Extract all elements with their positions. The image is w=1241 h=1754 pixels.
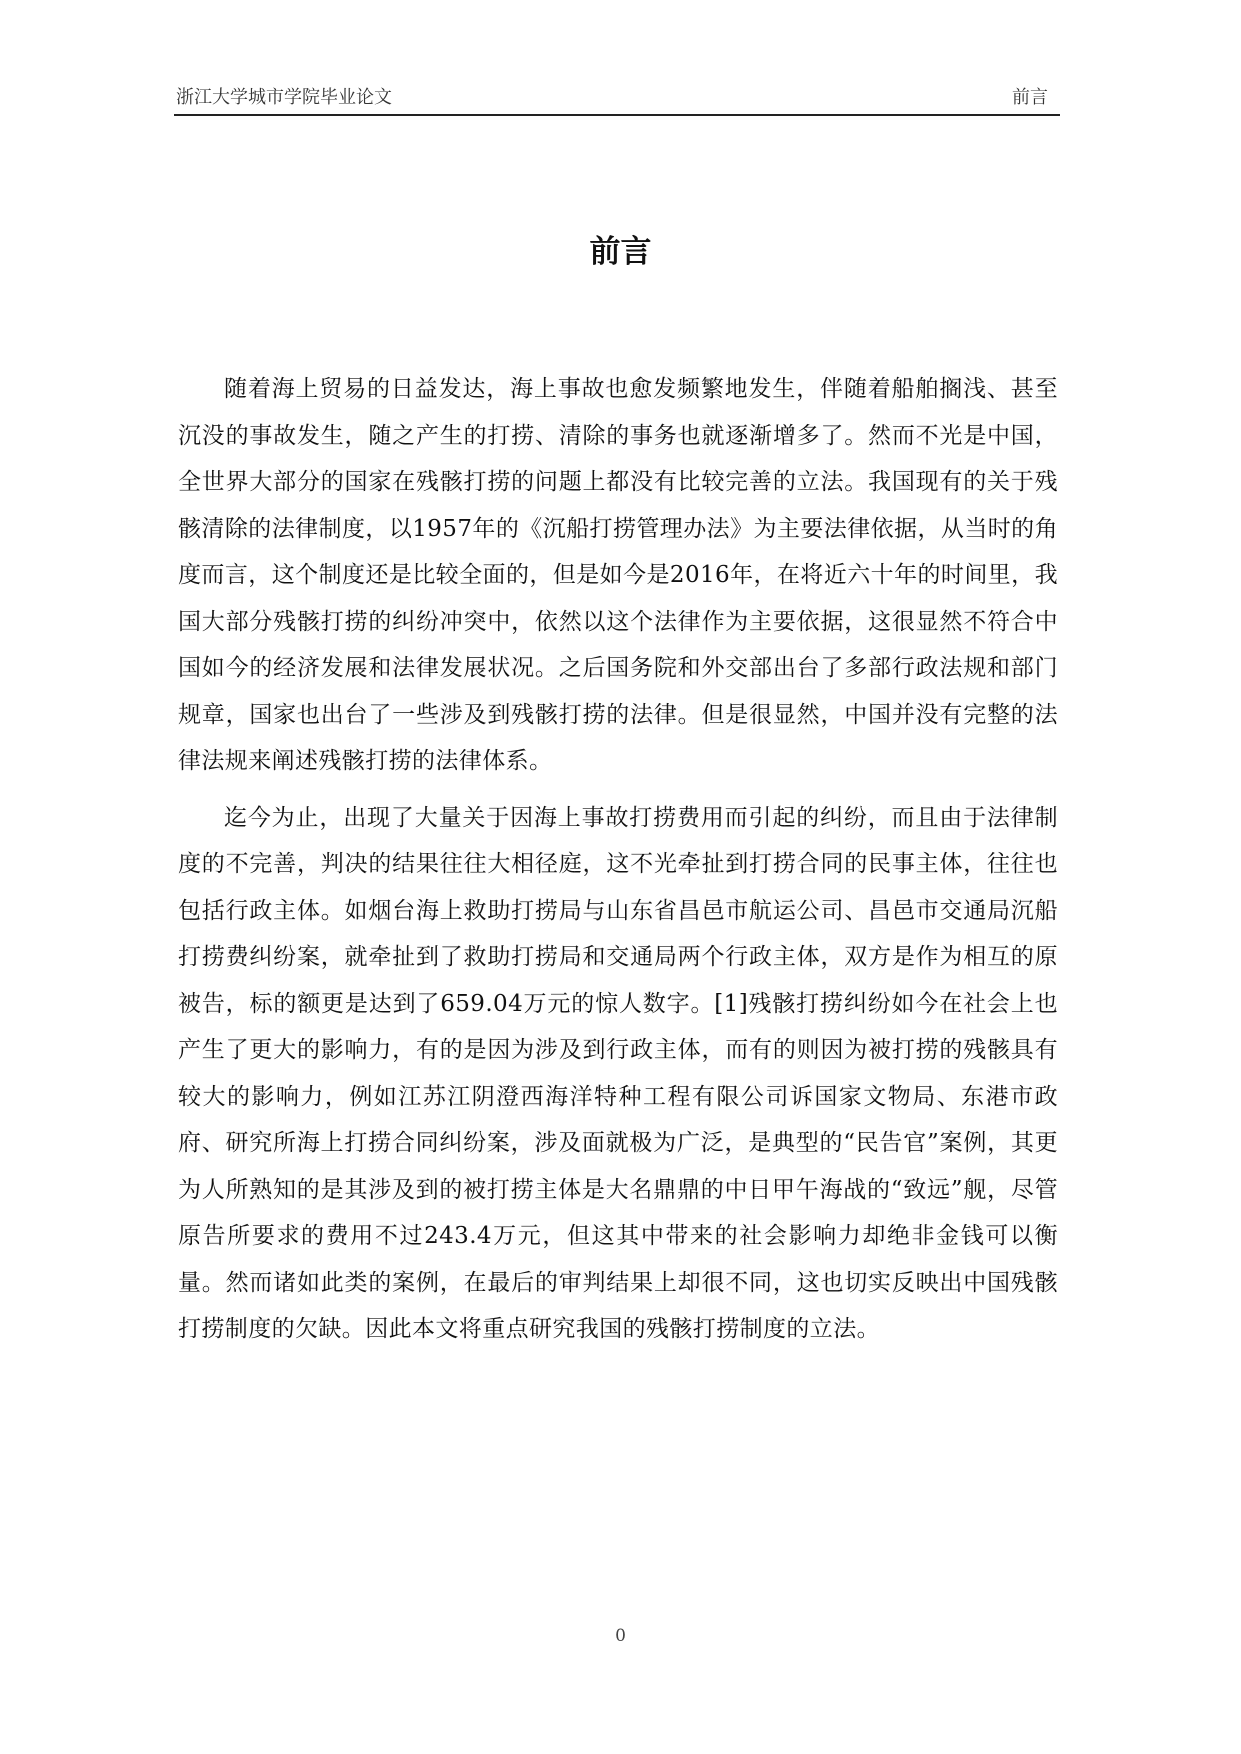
paragraph-2: 迄今为止，出现了大量关于因海上事故打捞费用而引起的纠纷，而且由于法律制度的不完善，判决的结果往往大相径庭，这不光牵扯到打捞合同的民事主体，往往也包括行政主体。如烟台海上救助打捞局与山东省昌邑市航运公司、昌邑市交通局沉船打捞费纠纷案，就牵扯到了救助打捞局和交通局两个行政主体，双方是作为相互的原被告，标的额更是达到了659.04万元的惊人数字。[1]残骸打捞纠纷如今在社会上也产生了更大的影响力，有的是因为涉及到行政主体，而有的则因为被打捞的残骸具有较大的影响力，例如江苏江阴澄西海洋特种工程有限公司诉国家文物局、东港市政府、研究所海上打捞合同纠纷案，涉及面就极为广泛，是典型的“民告官”案例，其更为人所熟知的是其涉及到的被打捞主体是大名鼎鼎的中日甲午海战的“致远”舰，尽管原告所要求的费用不过243.4万元，但这其中带来的社会影响力却绝非金钱可以衡量。然而诸如此类的案例，在最后的审判结果上却很不同，这也切实反映出中国残骸打捞制度的欠缺。因此本文将重点研究我国的残骸打捞制度的立法。 xyxy=(178,804,1058,1342)
page-title: 前言 xyxy=(589,234,652,270)
header-section-name: 前言 xyxy=(1012,87,1048,108)
body-text xyxy=(178,366,1058,1363)
paragraph-1: 随着海上贸易的日益发达，海上事故也愈发频繁地发生，伴随着船舶搁浅、甚至沉没的事故发生，随之产生的打捞、清除的事务也就逐渐增多了。然而不光是中国，全世界大部分的国家在残骸打捞的问题上都没有比较完善的立法。我国现有的关于残骸清除的法律制度，以1957年的《沉船打捞管理办法》为主要法律依据，从当时的角度而言，这个制度还是比较全面的，但是如今是2016年，在将近六十年的时间里，我国大部分残骸打捞的纠纷冲突中，依然以这个法律作为主要依据，这很显然不符合中国如今的经济发展和法律发展状况。之后国务院和外交部出台了多部行政法规和部门规章，国家也出台了一些涉及到残骸打捞的法律。但是很显然，中国并没有完整的法律法规来阐述残骸打捞的法律体系。 xyxy=(178,376,1058,774)
page-number: 0 xyxy=(615,1626,626,1646)
running-header xyxy=(174,86,1060,116)
header-thesis-title: 浙江大学城市学院毕业论文 xyxy=(176,87,392,108)
